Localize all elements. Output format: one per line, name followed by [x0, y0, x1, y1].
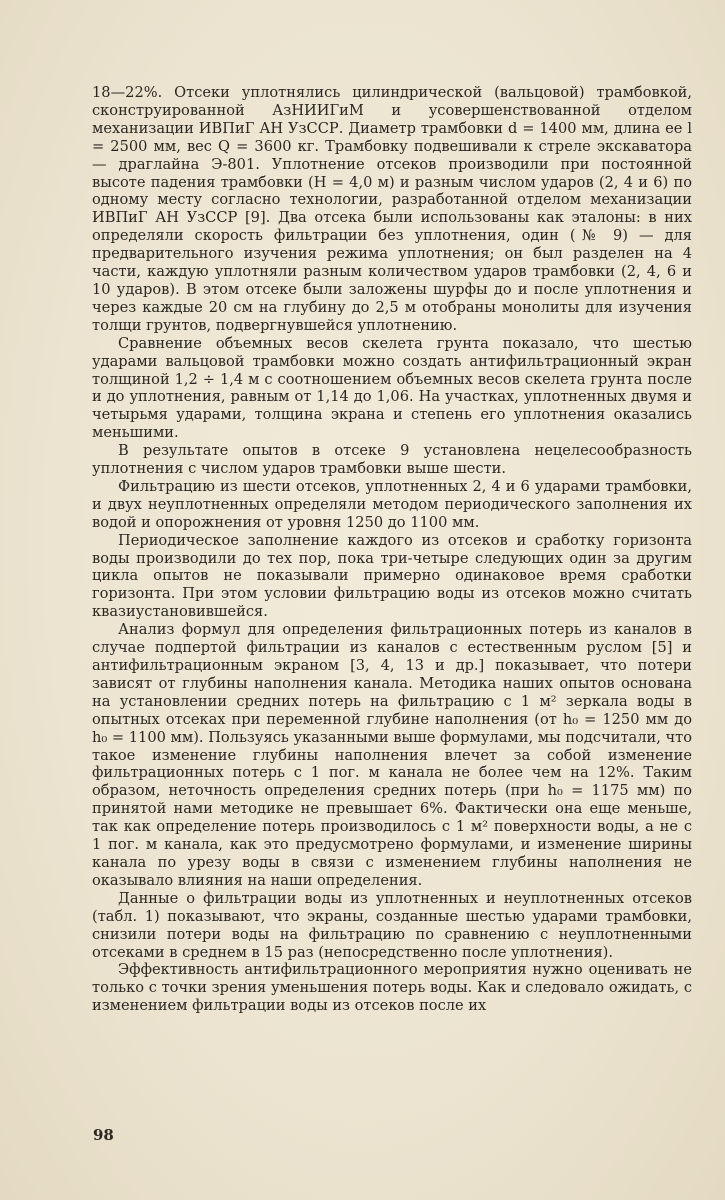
paragraph: Периодическое заполнение каждого из отсеков и сработку горизонта воды производили до тех пор, пока три-четыре следующих один за другим цикла опытов не показывали примерно одинаковое время сработки горизонта. При этом условии фильтрацию воды из отсеков можно считать квазиустановившейся.	[92, 531, 692, 621]
page-number: 98	[93, 1126, 114, 1144]
paragraph: Сравнение объемных весов скелета грунта показало, что шестью ударами вальцовой трамбовки можно создать антифильтрационный экран толщиной 1,2 ÷ 1,4 м с соотношением объемных весов скелета грунта после и до уплотнения, равным от 1,14 до 1,06. На участках, уплотненных двумя и четырьмя ударами, толщина экрана и степень его уплотнения оказались меньшими.	[92, 334, 692, 442]
paragraph: Анализ формул для определения фильтрационных потерь из каналов в случае подпертой фильтрации из каналов с естественным руслом [5] и антифильтрационным экраном [3, 4, 13 и др.] показывает, что потери зависят от глубины наполнения канала. Методика наших опытов основана на установлении средних потерь на фильтрацию с 1 м² зеркала воды в опытных отсеках при переменной глубине наполнения (от h₀ = 1250 мм до h₀ = 1100 мм). Пользуясь указанными выше формулами, мы подсчитали, что такое изменение глубины наполнения влечет за собой изменение фильтрационных потерь с 1 пог. м канала не более чем на 12%. Таким образом, неточность определения средних потерь (при h₀ = 1175 мм) по принятой нами методике не превышает 6%. Фактически она еще меньше, так как определение потерь производилось с 1 м² поверхности воды, а не с 1 пог. м канала, как это предусмотрено формулами, и изменение ширины канала по урезу воды в связи с изменением глубины наполнения не оказывало влияния на наши определения.	[92, 621, 693, 889]
paragraph: 18—22%. Отсеки уплотнялись цилиндрической (вальцовой) трамбовкой, сконструированной АзНИИГиМ и усовершенствованной отделом механизации ИВПиГ АН УзССР. Диаметр трамбовки d = 1400 мм, длина ее l = 2500 мм, вес Q = 3600 кг. Трамбовку подвешивали к стреле экскаватора — драглайна Э-801. Уплотнение отсеков производили при постоянной высоте падения трамбовки (H = 4,0 м) и разным числом ударов (2, 4 и 6) по одному месту согласно технологии, разработанной отделом механизации ИВПиГ АН УзССР [9]. Два отсека были использованы как эталоны: в них определяли скорость фильтрации без уплотнения, один (№ 9) — для предварительного изучения режима уплотнения; он был разделен на 4 части, каждую уплотняли разным количеством ударов трамбовки (2, 4, 6 и 10 ударов). В этом отсеке были заложены шурфы до и после уплотнения и через каждые 20 см на глубину до 2,5 м отобраны монолиты для изучения толщи грунтов, подвергнувшейся уплотнению.	[92, 84, 692, 334]
paragraph: Данные о фильтрации воды из уплотненных и неуплотненных отсеков (табл. 1) показывают, что экраны, созданные шестью ударами трамбовки, снизили потери воды на фильтрацию по сравнению с неуплотненными отсеками в среднем в 15 раз (непосредственно после уплотнения).	[92, 889, 692, 961]
paragraph: Фильтрацию из шести отсеков, уплотненных 2, 4 и 6 ударами трамбовки, и двух неуплотненных определяли методом периодического заполнения их водой и опорожнения от уровня 1250 до 1100 мм.	[92, 477, 692, 531]
paragraph: Эффективность антифильтрационного мероприятия нужно оценивать не только с точки зрения уменьшения потерь воды. Как и следовало ожидать, с изменением фильтрации воды из отсеков после их	[92, 961, 692, 1015]
body-text	[92, 84, 692, 1015]
paragraph: В результате опытов в отсеке 9 установлена нецелесообразность уплотнения с числом ударов трамбовки выше шести.	[92, 442, 692, 478]
